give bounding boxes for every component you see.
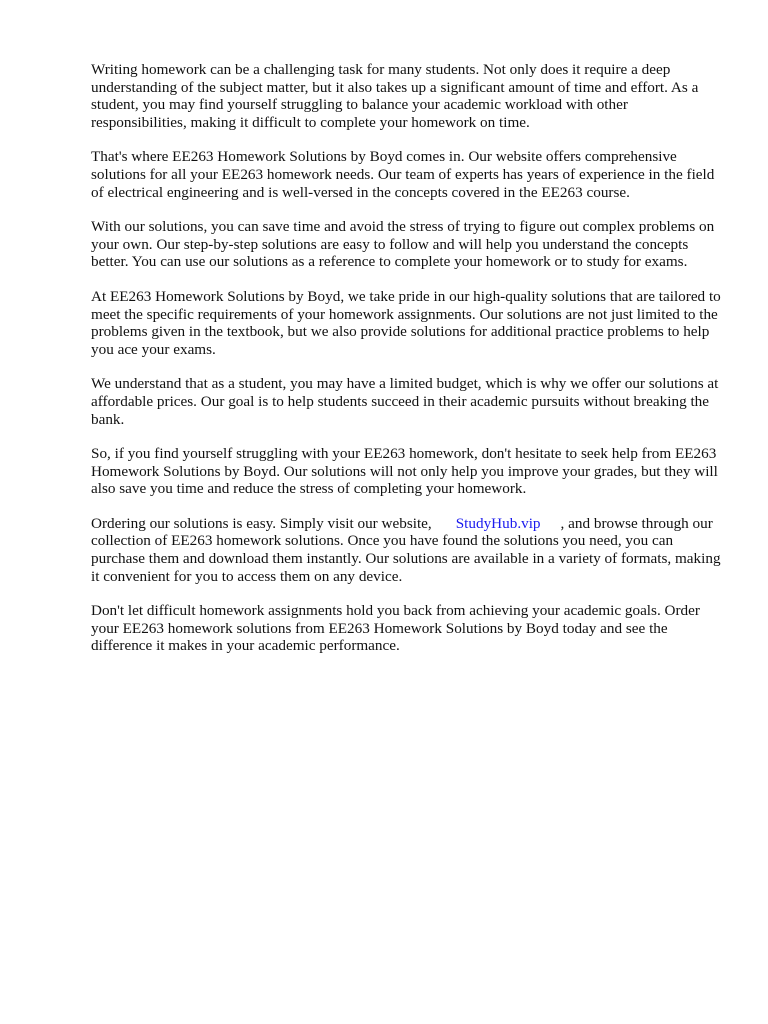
ordering-text-before: Ordering our solutions is easy. Simply visit our website, bbox=[91, 514, 432, 532]
paragraph-closing: Don't let difficult homework assignments hold you back from achieving your academic goals. Order your EE263 homework solutions from EE263 Homework Solutions by Boyd today and see the difference it makes in your academic performance. bbox=[91, 602, 700, 655]
paragraph-pricing: We understand that as a student, you may have a limited budget, which is why we offer our solutions at affordable prices. Our goal is to help students succeed in their academic pursuits without breaking the bank. bbox=[91, 375, 719, 428]
paragraph-benefits: With our solutions, you can save time and avoid the stress of trying to figure out complex problems on your own. Our step-by-step solutions are easy to follow and will help you understand the concepts better. You can use our solutions as a reference to complete your homework or to study for exams. bbox=[91, 218, 715, 271]
paragraph-help: So, if you find yourself struggling with your EE263 homework, don't hesitate to seek help from EE263 Homework Solutions by Boyd. Our solutions will not only help you improve your grades, but they will also save you time and reduce the stress of completing your homework. bbox=[91, 445, 718, 498]
paragraph-ordering bbox=[91, 515, 723, 585]
paragraph-about: That's where EE263 Homework Solutions by Boyd comes in. Our website offers comprehensive solutions for all your EE263 homework needs. Our team of experts has years of experience in the field of electrical engineering and is well-versed in the concepts covered in the EE263 course. bbox=[91, 148, 715, 201]
document-body bbox=[91, 61, 723, 672]
ordering-text-after: , and browse through our collection of EE263 homework solutions. Once you have found the solutions you need, you can purchase them and download them instantly. Our solutions are available in a variety of formats, making it convenient for you to access them on any device. bbox=[91, 514, 721, 585]
paragraph-quality: At EE263 Homework Solutions by Boyd, we take pride in our high-quality solutions that are tailored to meet the specific requirements of your homework assignments. Our solutions are not just limited to the problems given in the textbook, but we also provide solutions for additional practice problems to help you ace your exams. bbox=[91, 287, 721, 358]
website-link[interactable]: StudyHub.vip bbox=[455, 514, 541, 532]
paragraph-intro: Writing homework can be a challenging task for many students. Not only does it require a deep understanding of the subject matter, but it also takes up a significant amount of time and effort. As a student, you may find yourself struggling to balance your academic workload with other responsibilities, making it difficult to complete your homework on time. bbox=[91, 61, 699, 131]
